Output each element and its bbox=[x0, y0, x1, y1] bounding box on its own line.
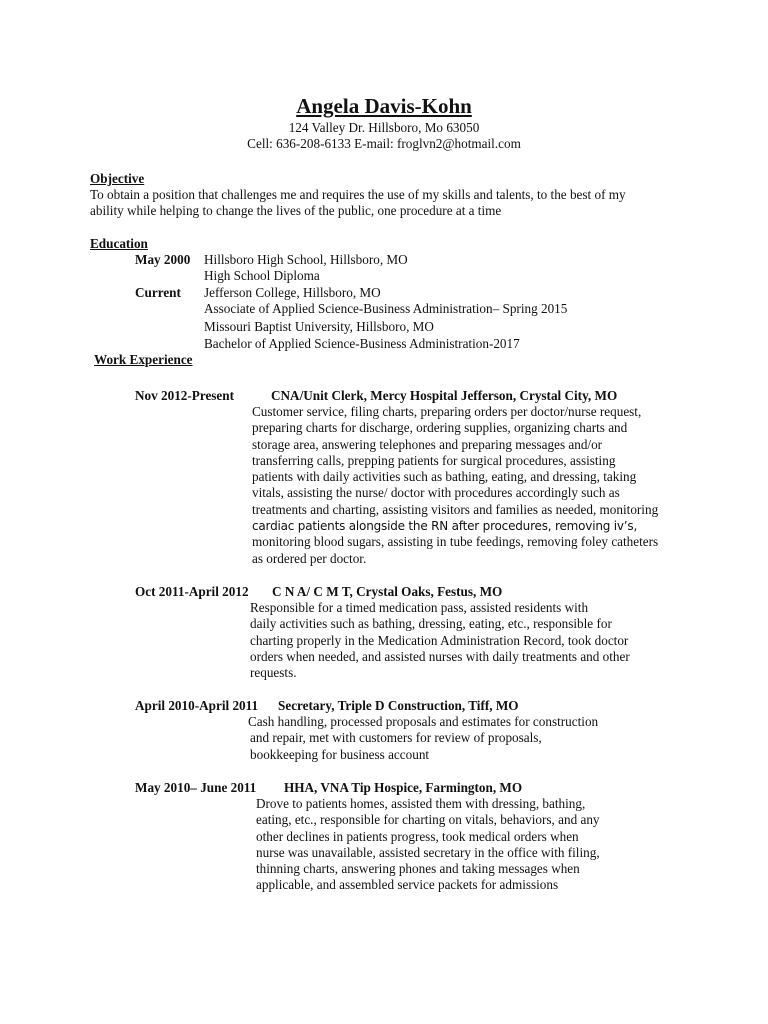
education-degree: High School Diploma bbox=[204, 268, 320, 283]
job-line: transferring calls, prepping patients for surgical procedures, assisting bbox=[252, 452, 616, 468]
education-heading: Education bbox=[90, 236, 148, 251]
job-line: charting properly in the Medication Administration Record, took doctor bbox=[250, 632, 629, 648]
objective-text bbox=[90, 187, 626, 220]
job-date: Nov 2012-Present bbox=[135, 388, 235, 403]
job-line: cardiac patients alongside the RN after procedures, removing iv’s, bbox=[252, 519, 638, 534]
job-title: HHA, VNA Tip Hospice, Farmington, MO bbox=[284, 780, 523, 795]
job-line: thinning charts, answering phones and taking messages when bbox=[256, 861, 580, 877]
job-title: C N A/ C M T, Crystal Oaks, Festus, MO bbox=[272, 584, 503, 599]
job-line: daily activities such as bathing, dressing, eating, etc., responsible for bbox=[250, 616, 612, 632]
objective-heading: Objective bbox=[90, 171, 145, 186]
job-title: Secretary, Triple D Construction, Tiff, MO bbox=[278, 698, 519, 713]
job-description bbox=[248, 714, 598, 763]
candidate-name: Angela Davis-Kohn bbox=[296, 94, 472, 118]
job-line: Cash handling, processed proposals and estimates for construction bbox=[248, 714, 599, 729]
job-line: bookkeeping for business account bbox=[250, 746, 430, 762]
job-line: vitals, assisting the nurse/ doctor with procedures accordingly such as bbox=[252, 485, 620, 501]
job-date: May 2010– June 2011 bbox=[135, 780, 257, 795]
education-degree: Associate of Applied Science-Business Administration– Spring 2015 bbox=[204, 301, 568, 316]
education-degree: Bachelor of Applied Science-Business Administration-2017 bbox=[204, 336, 520, 351]
objective-line: ability while helping to change the lives of the public, one procedure at a time bbox=[90, 203, 502, 219]
contact-line: Cell: 636-208-6133 E-mail: froglvn2@hotmail.com bbox=[247, 136, 521, 151]
job-line: monitoring blood sugars, assisting in tube feedings, removing foley catheters bbox=[252, 534, 659, 550]
job-date: April 2010-April 2011 bbox=[135, 698, 259, 713]
job-description bbox=[252, 404, 658, 567]
education-date: Current bbox=[135, 285, 181, 300]
job-line: eating, etc., responsible for charting on vitals, behaviors, and any bbox=[256, 812, 600, 828]
work-experience-heading: Work Experience bbox=[94, 352, 193, 367]
job-line: nurse was unavailable, assisted secretary in the office with filing, bbox=[256, 844, 600, 860]
job-line: requests. bbox=[250, 665, 297, 681]
job-date: Oct 2011-April 2012 bbox=[135, 584, 249, 599]
education-date: May 2000 bbox=[135, 252, 191, 267]
job-line: Responsible for a timed medication pass, assisted residents with bbox=[250, 600, 589, 615]
job-line: patients with daily activities such as bathing, eating, and dressing, taking bbox=[252, 469, 637, 485]
job-line: storage area, answering telephones and preparing messages and/or bbox=[252, 436, 603, 452]
job-line: as ordered per doctor. bbox=[252, 550, 367, 566]
job-title: CNA/Unit Clerk, Mercy Hospital Jefferson, Crystal City, MO bbox=[271, 388, 618, 403]
job-line: and repair, met with customers for review of proposals, bbox=[250, 730, 542, 746]
objective-line: To obtain a position that challenges me and requires the use of my skills and talents, to the best of my bbox=[90, 187, 626, 202]
job-line: other declines in patients progress, took medical orders when bbox=[256, 828, 579, 844]
job-line: Drove to patients homes, assisted them with dressing, bathing, bbox=[256, 796, 586, 811]
address-line: 124 Valley Dr. Hillsboro, Mo 63050 bbox=[288, 120, 480, 135]
job-line: treatments and charting, assisting visitors and families as needed, monitoring bbox=[252, 501, 659, 517]
job-line: orders when needed, and assisted nurses with daily treatments and other bbox=[250, 648, 630, 664]
education-school: Hillsboro High School, Hillsboro, MO bbox=[204, 252, 408, 267]
job-line: Customer service, filing charts, preparing orders per doctor/nurse request, bbox=[252, 404, 642, 419]
job-description bbox=[250, 600, 630, 681]
job-line: applicable, and assembled service packets for admissions bbox=[256, 877, 559, 893]
education-school: Jefferson College, Hillsboro, MO bbox=[204, 285, 381, 300]
education-school: Missouri Baptist University, Hillsboro, MO bbox=[204, 319, 434, 334]
job-line: preparing charts for discharge, ordering supplies, organizing charts and bbox=[252, 420, 628, 436]
job-description bbox=[256, 796, 600, 894]
